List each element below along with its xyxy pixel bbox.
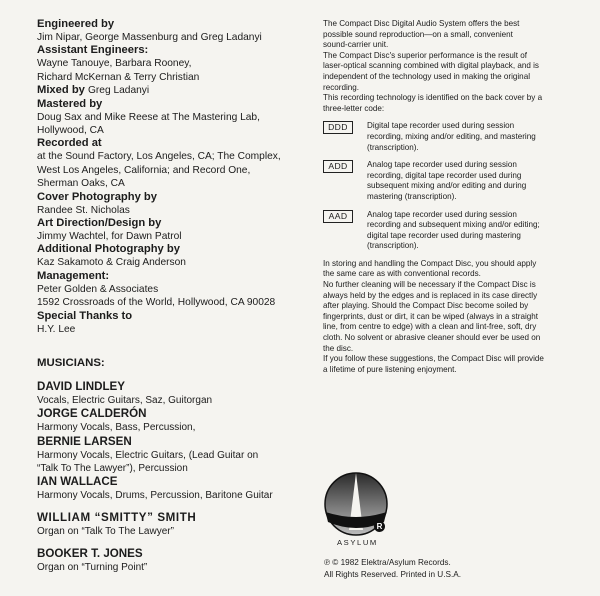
- musician-role: Harmony Vocals, Drums, Percussion, Baritone Guitar: [37, 489, 273, 501]
- musician-role: Harmony Vocals, Electric Guitars, (Lead Guitar on: [37, 449, 259, 461]
- code-badge: DDD: [323, 121, 353, 134]
- cd-intro-text: [323, 19, 585, 114]
- registered-mark: R: [374, 521, 385, 532]
- code-description: [367, 160, 526, 202]
- handling-line: fingerprints, dust or dirt, it can be wiped (always in a straight: [323, 311, 539, 321]
- credit-heading: Special Thanks to: [37, 309, 133, 322]
- code-badge: ADD: [323, 160, 353, 173]
- musician-name: WILLIAM “SMITTY” SMITH: [37, 511, 197, 525]
- credit-line: H.Y. Lee: [37, 323, 76, 335]
- code-description-line: digital tape recorder used during mastering: [367, 230, 521, 240]
- musician-name: BERNIE LARSEN: [37, 434, 132, 448]
- spacer: [37, 538, 307, 547]
- credit-heading: Assistant Engineers:: [37, 44, 149, 57]
- credit-heading: Additional Photography by: [37, 243, 180, 256]
- credit-line: Doug Sax and Mike Reese at The Mastering Lab,: [37, 111, 260, 123]
- credit-heading: Management:: [37, 269, 110, 282]
- musician-role: Vocals, Electric Guitars, Saz, Guitorgan: [37, 395, 213, 407]
- credit-heading: Engineered by: [37, 18, 115, 30]
- handling-line: the same care as with conventional records.: [323, 269, 481, 279]
- code-row: [323, 121, 585, 153]
- credits-list: [37, 18, 307, 336]
- code-description-line: recording, mixing and/or editing, and mastering: [367, 131, 536, 141]
- code-description-line: (transcription).: [367, 142, 419, 152]
- cd-info-column: [323, 19, 585, 375]
- code-description: [367, 210, 540, 252]
- intro-line: sound-carrier unit.: [323, 40, 389, 50]
- handling-line: the disc.: [323, 343, 354, 353]
- musician-name: BOOKER T. JONES: [37, 547, 143, 561]
- code-description-line: (transcription).: [367, 241, 419, 251]
- credit-heading: Mastered by: [37, 97, 103, 110]
- handling-line: always held by the edges and is replaced in its case directly: [323, 290, 538, 300]
- code-badge: AAD: [323, 210, 353, 223]
- intro-line: laser-optical scanning combined with digital playback, and is: [323, 61, 539, 71]
- credit-heading: Mixed by: [37, 84, 85, 97]
- copyright-line: All Rights Reserved. Printed in U.S.A.: [324, 570, 461, 579]
- intro-line: three-letter code:: [323, 103, 385, 113]
- musician-role: Organ on “Talk To The Lawyer”: [37, 526, 174, 538]
- handling-line: a lifetime of pure listening enjoyment.: [323, 364, 457, 374]
- intro-line: independent of the technology used in making the original: [323, 71, 530, 81]
- credit-inline-value: Greg Ladanyi: [87, 85, 150, 97]
- code-description-line: Digital tape recorder used during session: [367, 121, 515, 131]
- code-description-line: mastering (transcription).: [367, 191, 457, 201]
- credit-line: Sherman Oaks, CA: [37, 178, 125, 190]
- handling-line: after playing. Should the Compact Disc become soiled by: [323, 301, 529, 311]
- credit-line: Wayne Tanouye, Barbara Rooney,: [37, 58, 192, 70]
- credit-line: at the Sound Factory, Los Angeles, CA; The Complex,: [37, 151, 281, 163]
- handling-line: In storing and handling the Compact Disc, you should apply: [323, 258, 537, 268]
- musician-name: DAVID LINDLEY: [37, 380, 126, 394]
- musicians-heading: MUSICIANS:: [37, 357, 105, 370]
- intro-line: possible sound reproduction—on a small, convenient: [323, 29, 513, 39]
- code-description: [367, 121, 536, 153]
- code-row: [323, 210, 585, 252]
- credit-heading: Art Direction/Design by: [37, 217, 162, 230]
- code-row: [323, 160, 585, 202]
- intro-line: The Compact Disc's superior performance is the result of: [323, 50, 527, 60]
- intro-line: This recording technology is identified on the back cover by a: [323, 93, 543, 103]
- handling-line: If you follow these suggestions, the Compact Disc will provide: [323, 354, 544, 364]
- code-description-line: subsequent mixing and/or editing and during: [367, 181, 527, 191]
- credit-line: Peter Golden & Associates: [37, 283, 159, 295]
- credit-heading: Cover Photography by: [37, 190, 157, 203]
- copyright-notice: [324, 557, 461, 581]
- credit-line: 1592 Crossroads of the World, Hollywood, CA 90028: [37, 297, 276, 309]
- musician-role: Organ on “Turning Point”: [37, 562, 148, 574]
- intro-line: The Compact Disc Digital Audio System offers the best: [323, 19, 520, 28]
- credits-column: [37, 18, 307, 575]
- musicians-list: [37, 380, 307, 574]
- intro-line: recording.: [323, 82, 359, 92]
- credit-line: Jim Nipar, George Massenburg and Greg Ladanyi: [37, 32, 262, 43]
- credit-line: Kaz Sakamoto & Craig Anderson: [37, 257, 186, 269]
- code-description-line: Analog tape recorder used during session: [367, 209, 517, 219]
- credit-line: Richard McKernan & Terry Christian: [37, 71, 200, 83]
- asylum-logo-label: ASYLUM: [337, 538, 378, 547]
- credit-line: Jimmy Wachtel, for Dawn Patrol: [37, 231, 182, 243]
- spacer: [37, 502, 307, 511]
- copyright-line: ℗ © 1982 Elektra/Asylum Records.: [324, 558, 451, 567]
- cd-handling-text: [323, 259, 585, 376]
- recording-codes: [323, 121, 585, 252]
- handling-line: line, from centre to edge) with a clean and lint-free, soft, dry: [323, 322, 537, 332]
- code-description-line: recording, digital tape recorder used during: [367, 170, 522, 180]
- handling-line: cloth. No solvent or abrasive cleaner should ever be used on: [323, 333, 541, 343]
- code-description-line: Analog tape recorder used during session: [367, 160, 517, 170]
- credit-heading: Recorded at: [37, 137, 102, 150]
- credit-line: West Los Angeles, California; and Record One,: [37, 164, 251, 176]
- credit-line: Hollywood, CA: [37, 125, 104, 137]
- code-description-line: recording and subsequent mixing and/or editing;: [367, 220, 540, 230]
- musician-name: JORGE CALDERÓN: [37, 407, 147, 421]
- musician-role: “Talk To The Lawyer”), Percussion: [37, 462, 188, 474]
- handling-line: No further cleaning will be necessary if the Compact Disc is: [323, 280, 536, 290]
- credit-line: Randee St. Nicholas: [37, 204, 130, 216]
- credit-heading-row: [37, 84, 307, 97]
- musician-role: Harmony Vocals, Bass, Percussion,: [37, 422, 196, 434]
- musician-name: IAN WALLACE: [37, 474, 118, 488]
